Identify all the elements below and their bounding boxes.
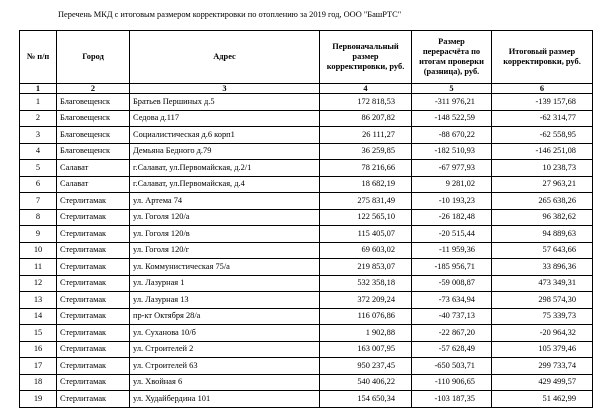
final-adjustment-cell: 299 733,74 bbox=[492, 358, 593, 375]
table-row bbox=[20, 193, 593, 210]
row-number-cell: 3 bbox=[20, 127, 57, 144]
city-cell: Стерлитамак bbox=[57, 259, 130, 276]
recalculation-difference-cell: -88 670,22 bbox=[412, 127, 492, 144]
city-cell: Стерлитамак bbox=[57, 242, 130, 259]
initial-adjustment-cell: 532 358,18 bbox=[320, 275, 412, 292]
table-row bbox=[20, 127, 593, 144]
table-row bbox=[20, 275, 593, 292]
address-cell: г.Салават, ул.Первомайская, д.4 bbox=[130, 176, 320, 193]
city-cell: Благовещенск bbox=[57, 110, 130, 127]
final-adjustment-cell: 429 499,57 bbox=[492, 374, 593, 391]
address-cell: Социалистическая д.6 корп1 bbox=[130, 127, 320, 144]
row-number-cell: 7 bbox=[20, 193, 57, 210]
recalculation-difference-cell: -650 503,71 bbox=[412, 358, 492, 375]
adjustment-table bbox=[19, 30, 593, 408]
city-cell: Салават bbox=[57, 176, 130, 193]
final-adjustment-cell: 10 238,73 bbox=[492, 160, 593, 177]
address-cell: Братьев Першиных д.5 bbox=[130, 94, 320, 111]
row-number-cell: 11 bbox=[20, 259, 57, 276]
recalculation-difference-cell: -182 510,93 bbox=[412, 143, 492, 160]
header-number: № п/п bbox=[20, 31, 57, 84]
initial-adjustment-cell: 86 207,82 bbox=[320, 110, 412, 127]
recalculation-difference-cell: -148 522,59 bbox=[412, 110, 492, 127]
row-number-cell: 2 bbox=[20, 110, 57, 127]
column-number: 1 bbox=[20, 84, 57, 94]
table-row bbox=[20, 143, 593, 160]
city-cell: Стерлитамак bbox=[57, 193, 130, 210]
final-adjustment-cell: 473 349,31 bbox=[492, 275, 593, 292]
final-adjustment-cell: -146 251,08 bbox=[492, 143, 593, 160]
final-adjustment-cell: 94 889,63 bbox=[492, 226, 593, 243]
initial-adjustment-cell: 540 406,22 bbox=[320, 374, 412, 391]
final-adjustment-cell: 75 339,73 bbox=[492, 308, 593, 325]
initial-adjustment-cell: 36 259,85 bbox=[320, 143, 412, 160]
row-number-cell: 14 bbox=[20, 308, 57, 325]
recalculation-difference-cell: -311 976,21 bbox=[412, 94, 492, 111]
row-number-cell: 15 bbox=[20, 325, 57, 342]
address-cell: ул. Гоголя 120/г bbox=[130, 242, 320, 259]
initial-adjustment-cell: 69 603,02 bbox=[320, 242, 412, 259]
row-number-cell: 13 bbox=[20, 292, 57, 309]
recalculation-difference-cell: -20 515,44 bbox=[412, 226, 492, 243]
final-adjustment-cell: 51 462,99 bbox=[492, 391, 593, 408]
initial-adjustment-cell: 950 237,45 bbox=[320, 358, 412, 375]
initial-adjustment-cell: 115 405,07 bbox=[320, 226, 412, 243]
initial-adjustment-cell: 219 853,07 bbox=[320, 259, 412, 276]
recalculation-difference-cell: -40 737,13 bbox=[412, 308, 492, 325]
row-number-cell: 17 bbox=[20, 358, 57, 375]
initial-adjustment-cell: 122 565,10 bbox=[320, 209, 412, 226]
address-cell: г.Салават, ул.Первомайская, д.2/1 bbox=[130, 160, 320, 177]
row-number-cell: 19 bbox=[20, 391, 57, 408]
row-number-cell: 18 bbox=[20, 374, 57, 391]
address-cell: ул. Гоголя 120/в bbox=[130, 226, 320, 243]
recalculation-difference-cell: -11 959,36 bbox=[412, 242, 492, 259]
final-adjustment-cell: 96 382,62 bbox=[492, 209, 593, 226]
row-number-cell: 16 bbox=[20, 341, 57, 358]
final-adjustment-cell: 265 638,26 bbox=[492, 193, 593, 210]
final-adjustment-cell: 298 574,30 bbox=[492, 292, 593, 309]
city-cell: Стерлитамак bbox=[57, 358, 130, 375]
row-number-cell: 8 bbox=[20, 209, 57, 226]
initial-adjustment-cell: 116 076,86 bbox=[320, 308, 412, 325]
initial-adjustment-cell: 372 209,24 bbox=[320, 292, 412, 309]
address-cell: ул. Хвойная 6 bbox=[130, 374, 320, 391]
table-column-number-row bbox=[20, 84, 593, 94]
recalculation-difference-cell: -10 193,23 bbox=[412, 193, 492, 210]
initial-adjustment-cell: 78 216,66 bbox=[320, 160, 412, 177]
table-row bbox=[20, 242, 593, 259]
address-cell: ул. Худайбердина 101 bbox=[130, 391, 320, 408]
initial-adjustment-cell: 26 111,27 bbox=[320, 127, 412, 144]
row-number-cell: 5 bbox=[20, 160, 57, 177]
city-cell: Благовещенск bbox=[57, 94, 130, 111]
recalculation-difference-cell: -57 628,49 bbox=[412, 341, 492, 358]
table-row bbox=[20, 226, 593, 243]
table-row bbox=[20, 94, 593, 111]
header-address: Адрес bbox=[130, 31, 320, 84]
table-row bbox=[20, 160, 593, 177]
table-row bbox=[20, 374, 593, 391]
final-adjustment-cell: 105 379,46 bbox=[492, 341, 593, 358]
table-body bbox=[20, 94, 593, 408]
address-cell: Седова д.117 bbox=[130, 110, 320, 127]
header-city: Город bbox=[57, 31, 130, 84]
city-cell: Стерлитамак bbox=[57, 226, 130, 243]
row-number-cell: 4 bbox=[20, 143, 57, 160]
column-number: 2 bbox=[57, 84, 130, 94]
city-cell: Благовещенск bbox=[57, 143, 130, 160]
final-adjustment-cell: 27 963,21 bbox=[492, 176, 593, 193]
table-row bbox=[20, 308, 593, 325]
table-row bbox=[20, 358, 593, 375]
recalculation-difference-cell: -22 867,20 bbox=[412, 325, 492, 342]
initial-adjustment-cell: 1 902,88 bbox=[320, 325, 412, 342]
recalculation-difference-cell: -103 187,35 bbox=[412, 391, 492, 408]
table-row bbox=[20, 259, 593, 276]
row-number-cell: 6 bbox=[20, 176, 57, 193]
recalculation-difference-cell: -26 182,48 bbox=[412, 209, 492, 226]
address-cell: ул. Артема 74 bbox=[130, 193, 320, 210]
city-cell: Салават bbox=[57, 160, 130, 177]
city-cell: Стерлитамак bbox=[57, 391, 130, 408]
recalculation-difference-cell: -67 977,93 bbox=[412, 160, 492, 177]
header-recalculation-difference: Размер перерасчёта по итогам проверки (разница), руб. bbox=[412, 31, 492, 84]
address-cell: ул. Строителей 2 bbox=[130, 341, 320, 358]
city-cell: Стерлитамак bbox=[57, 292, 130, 309]
final-adjustment-cell: -20 964,32 bbox=[492, 325, 593, 342]
table-row bbox=[20, 209, 593, 226]
address-cell: ул. Коммунистическая 75/а bbox=[130, 259, 320, 276]
final-adjustment-cell: 57 643,66 bbox=[492, 242, 593, 259]
table-row bbox=[20, 391, 593, 408]
row-number-cell: 1 bbox=[20, 94, 57, 111]
final-adjustment-cell: -62 314,77 bbox=[492, 110, 593, 127]
address-cell: Демьяна Бедного д.79 bbox=[130, 143, 320, 160]
address-cell: ул. Суханова 10/б bbox=[130, 325, 320, 342]
address-cell: ул. Лазурная 13 bbox=[130, 292, 320, 309]
column-number: 6 bbox=[492, 84, 593, 94]
row-number-cell: 10 bbox=[20, 242, 57, 259]
initial-adjustment-cell: 172 818,53 bbox=[320, 94, 412, 111]
city-cell: Стерлитамак bbox=[57, 341, 130, 358]
city-cell: Стерлитамак bbox=[57, 275, 130, 292]
city-cell: Стерлитамак bbox=[57, 374, 130, 391]
city-cell: Стерлитамак bbox=[57, 209, 130, 226]
city-cell: Стерлитамак bbox=[57, 308, 130, 325]
table-row bbox=[20, 341, 593, 358]
address-cell: ул. Строителей 63 bbox=[130, 358, 320, 375]
column-number: 4 bbox=[320, 84, 412, 94]
recalculation-difference-cell: -59 008,87 bbox=[412, 275, 492, 292]
final-adjustment-cell: 33 896,36 bbox=[492, 259, 593, 276]
address-cell: ул. Гоголя 120/а bbox=[130, 209, 320, 226]
table-header-row bbox=[20, 31, 593, 84]
address-cell: пр-кт Октября 28/а bbox=[130, 308, 320, 325]
recalculation-difference-cell: 9 281,02 bbox=[412, 176, 492, 193]
table-row bbox=[20, 110, 593, 127]
address-cell: ул. Лазурная 1 bbox=[130, 275, 320, 292]
header-initial-adjustment: Первоначальный размер корректировки, руб. bbox=[320, 31, 412, 84]
city-cell: Стерлитамак bbox=[57, 325, 130, 342]
column-number: 5 bbox=[412, 84, 492, 94]
city-cell: Благовещенск bbox=[57, 127, 130, 144]
column-number: 3 bbox=[130, 84, 320, 94]
initial-adjustment-cell: 18 682,19 bbox=[320, 176, 412, 193]
recalculation-difference-cell: -73 634,94 bbox=[412, 292, 492, 309]
header-final-adjustment: Итоговый размер корректировки, руб. bbox=[492, 31, 593, 84]
initial-adjustment-cell: 275 831,49 bbox=[320, 193, 412, 210]
initial-adjustment-cell: 154 650,34 bbox=[320, 391, 412, 408]
table-row bbox=[20, 176, 593, 193]
recalculation-difference-cell: -110 906,65 bbox=[412, 374, 492, 391]
final-adjustment-cell: -139 157,68 bbox=[492, 94, 593, 111]
table-row bbox=[20, 292, 593, 309]
row-number-cell: 9 bbox=[20, 226, 57, 243]
final-adjustment-cell: -62 558,95 bbox=[492, 127, 593, 144]
document-title: Перечень МКД с итоговым размером корректировки по отоплению за 2019 год, ООО "БашРТС" bbox=[58, 10, 402, 19]
table-row bbox=[20, 325, 593, 342]
row-number-cell: 12 bbox=[20, 275, 57, 292]
initial-adjustment-cell: 163 007,95 bbox=[320, 341, 412, 358]
recalculation-difference-cell: -185 956,71 bbox=[412, 259, 492, 276]
